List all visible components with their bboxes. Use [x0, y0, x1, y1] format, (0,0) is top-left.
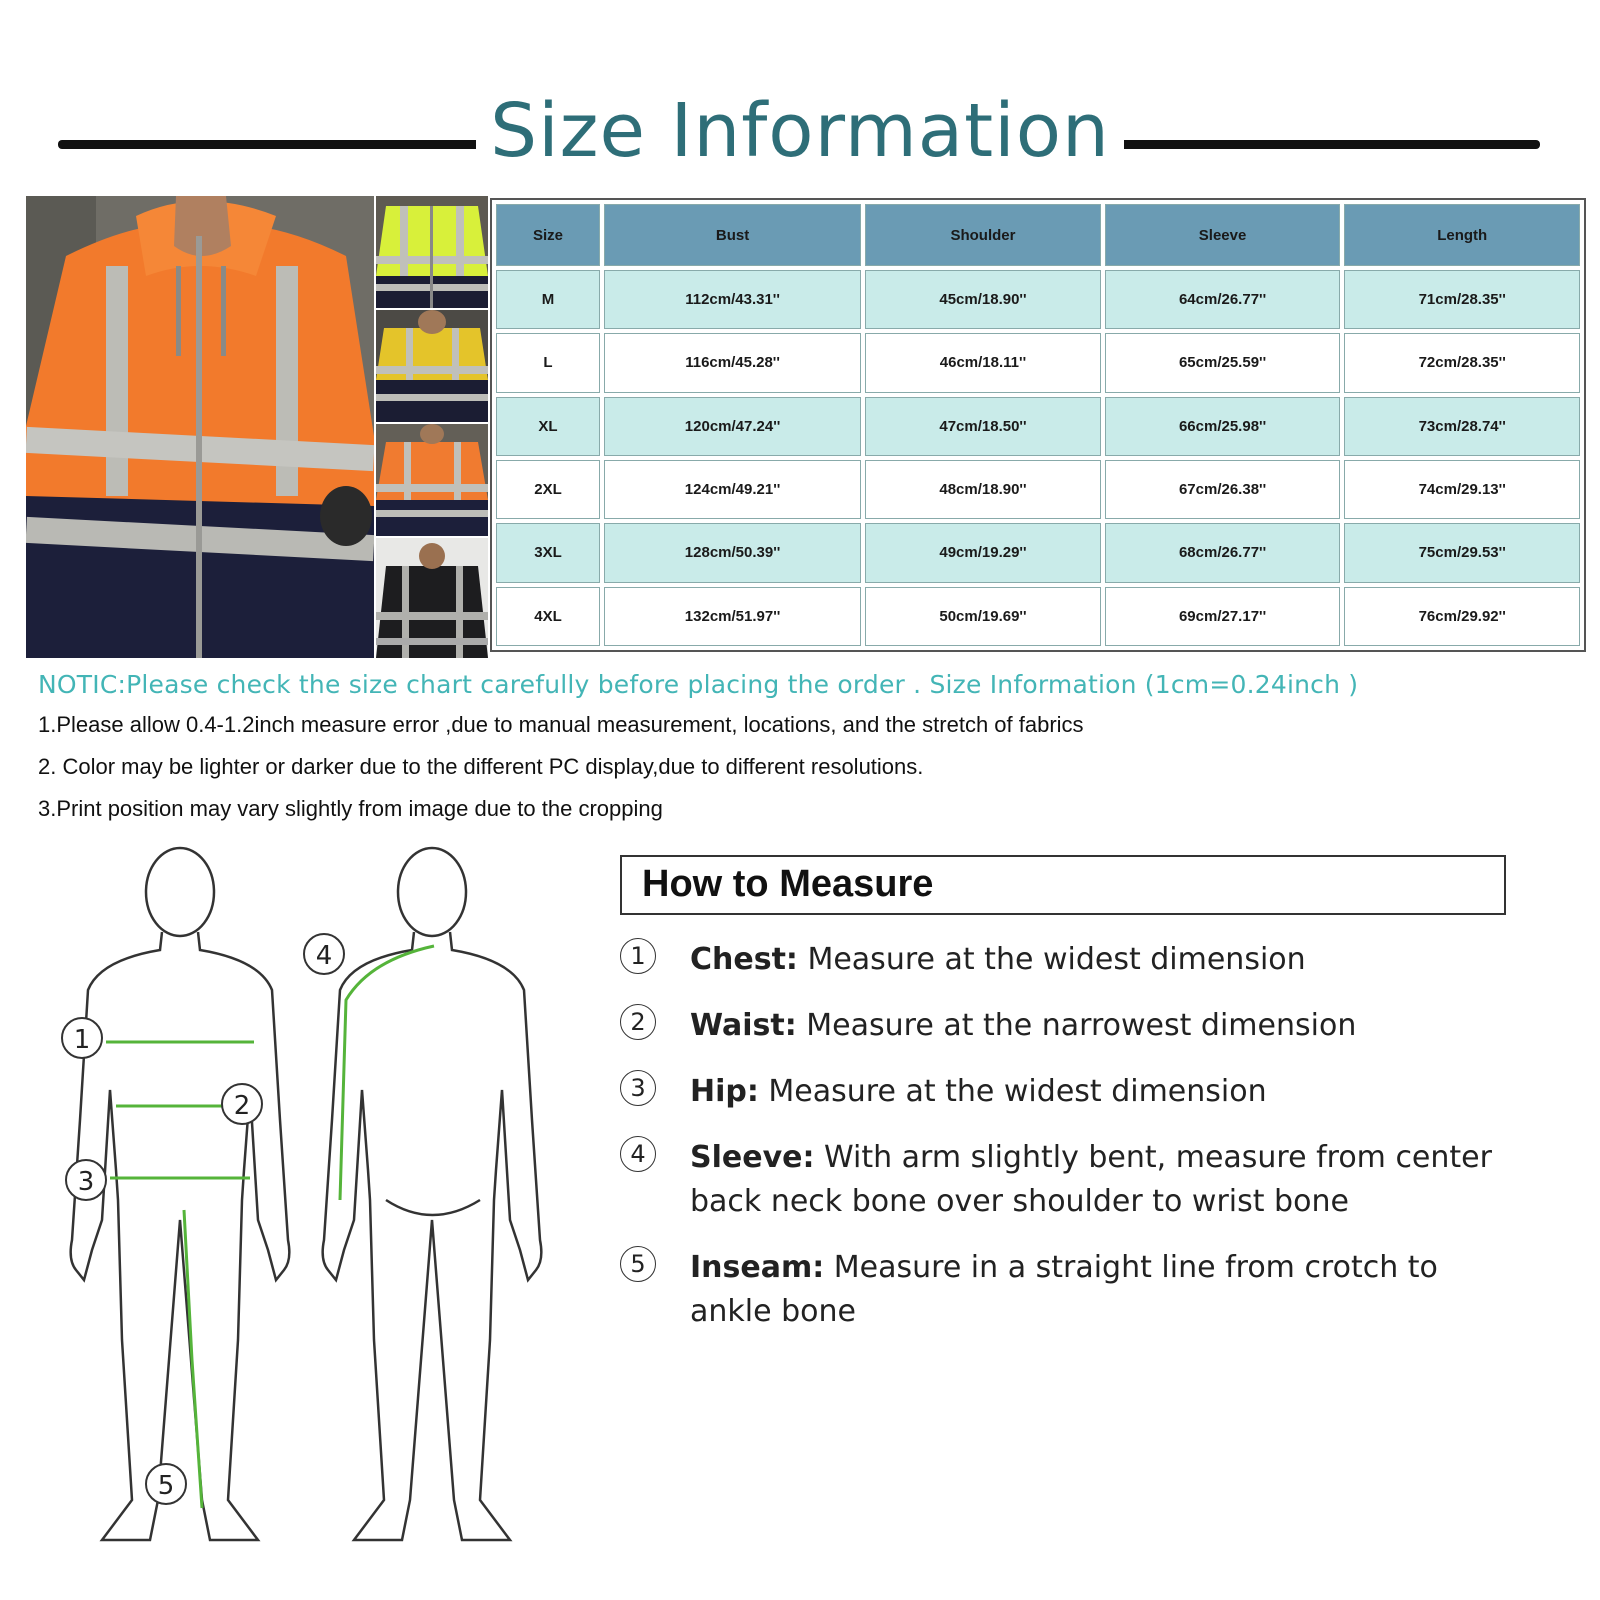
step-number: 5	[620, 1246, 656, 1282]
cell-sleeve: 66cm/25.98''	[1105, 397, 1341, 456]
cell-bust: 124cm/49.21''	[604, 460, 861, 519]
table-row	[496, 460, 1580, 519]
table-row	[496, 333, 1580, 392]
cell-bust: 120cm/47.24''	[604, 397, 861, 456]
step-description: Measure at the narrowest dimension	[796, 1008, 1357, 1043]
step-label: Waist:	[690, 1008, 797, 1043]
thumb-orange-small	[376, 424, 488, 536]
page-title-text: Size Information	[476, 88, 1124, 174]
notice-text: NOTIC:Please check the size chart carefully before placing the order . Size Information (1cm=0.24inch )	[38, 670, 1359, 699]
step-text	[690, 1004, 1520, 1048]
cell-sleeve: 64cm/26.77''	[1105, 270, 1341, 329]
cell-bust: 128cm/50.39''	[604, 523, 861, 582]
table-header-row	[496, 204, 1580, 266]
page-title	[0, 88, 1600, 174]
measurement-figures	[40, 840, 600, 1580]
step-text	[690, 1136, 1520, 1224]
note-2: 2. Color may be lighter or darker due to the different PC display,due to different resolutions.	[38, 754, 924, 779]
cell-shoulder: 50cm/19.69''	[865, 587, 1101, 646]
table-row	[496, 397, 1580, 456]
cell-shoulder: 45cm/18.90''	[865, 270, 1101, 329]
cell-bust: 116cm/45.28''	[604, 333, 861, 392]
step-number: 3	[620, 1070, 656, 1106]
step-description: Measure at the widest dimension	[797, 942, 1306, 977]
note-1: 1.Please allow 0.4-1.2inch measure error ,due to manual measurement, locations, and the stretch of fabrics	[38, 712, 1084, 737]
how-to-measure-header	[620, 855, 1506, 915]
cell-bust: 112cm/43.31''	[604, 270, 861, 329]
figure-label-5: 5	[157, 1471, 175, 1501]
step-text	[690, 1070, 1520, 1114]
thumb-black	[376, 538, 488, 658]
how-to-measure-title: How to Measure	[642, 863, 934, 905]
step-number: 4	[620, 1136, 656, 1172]
step-number: 2	[620, 1004, 656, 1040]
step-number: 1	[620, 938, 656, 974]
cell-length: 74cm/29.13''	[1344, 460, 1580, 519]
cell-bust: 132cm/51.97''	[604, 587, 861, 646]
cell-sleeve: 68cm/26.77''	[1105, 523, 1341, 582]
figure-label-2: 2	[233, 1091, 251, 1121]
cell-sleeve: 65cm/25.59''	[1105, 333, 1341, 392]
table-row	[496, 587, 1580, 646]
cell-size: 4XL	[496, 587, 600, 646]
cell-length: 75cm/29.53''	[1344, 523, 1580, 582]
cell-size: L	[496, 333, 600, 392]
cell-shoulder: 47cm/18.50''	[865, 397, 1101, 456]
col-header-bust: Bust	[604, 204, 861, 266]
step-label: Chest:	[690, 942, 798, 977]
cell-shoulder: 48cm/18.90''	[865, 460, 1101, 519]
figure-label-1: 1	[73, 1025, 91, 1055]
note-3: 3.Print position may vary slightly from image due to the cropping	[38, 796, 663, 821]
table-row	[496, 270, 1580, 329]
step-text	[690, 938, 1520, 982]
step-label: Inseam:	[690, 1250, 825, 1285]
step-text	[690, 1246, 1520, 1334]
size-table	[490, 198, 1586, 652]
step-label: Sleeve:	[690, 1140, 815, 1175]
figure-label-4: 4	[315, 941, 333, 971]
figure-label-3: 3	[77, 1167, 95, 1197]
cell-sleeve: 69cm/27.17''	[1105, 587, 1341, 646]
cell-shoulder: 46cm/18.11''	[865, 333, 1101, 392]
col-header-length: Length	[1344, 204, 1580, 266]
step-label: Hip:	[690, 1074, 759, 1109]
col-header-size: Size	[496, 204, 600, 266]
step-description: Measure at the widest dimension	[758, 1074, 1267, 1109]
cell-length: 72cm/28.35''	[1344, 333, 1580, 392]
step-description: Measure in a straight line from crotch to ankle bone	[690, 1250, 1438, 1329]
thumb-yellow-front	[376, 196, 488, 308]
step-description: With arm slightly bent, measure from center back neck bone over shoulder to wrist bone	[690, 1140, 1492, 1219]
cell-size: M	[496, 270, 600, 329]
product-photos	[26, 196, 488, 658]
thumb-yellow-back	[376, 310, 488, 422]
col-header-shoulder: Shoulder	[865, 204, 1101, 266]
cell-length: 76cm/29.92''	[1344, 587, 1580, 646]
cell-size: XL	[496, 397, 600, 456]
table-row	[496, 523, 1580, 582]
col-header-sleeve: Sleeve	[1105, 204, 1341, 266]
main-product-photo	[26, 196, 374, 658]
cell-size: 2XL	[496, 460, 600, 519]
size-table-grid	[492, 200, 1584, 650]
cell-length: 71cm/28.35''	[1344, 270, 1580, 329]
cell-shoulder: 49cm/19.29''	[865, 523, 1101, 582]
cell-sleeve: 67cm/26.38''	[1105, 460, 1341, 519]
cell-length: 73cm/28.74''	[1344, 397, 1580, 456]
cell-size: 3XL	[496, 523, 600, 582]
